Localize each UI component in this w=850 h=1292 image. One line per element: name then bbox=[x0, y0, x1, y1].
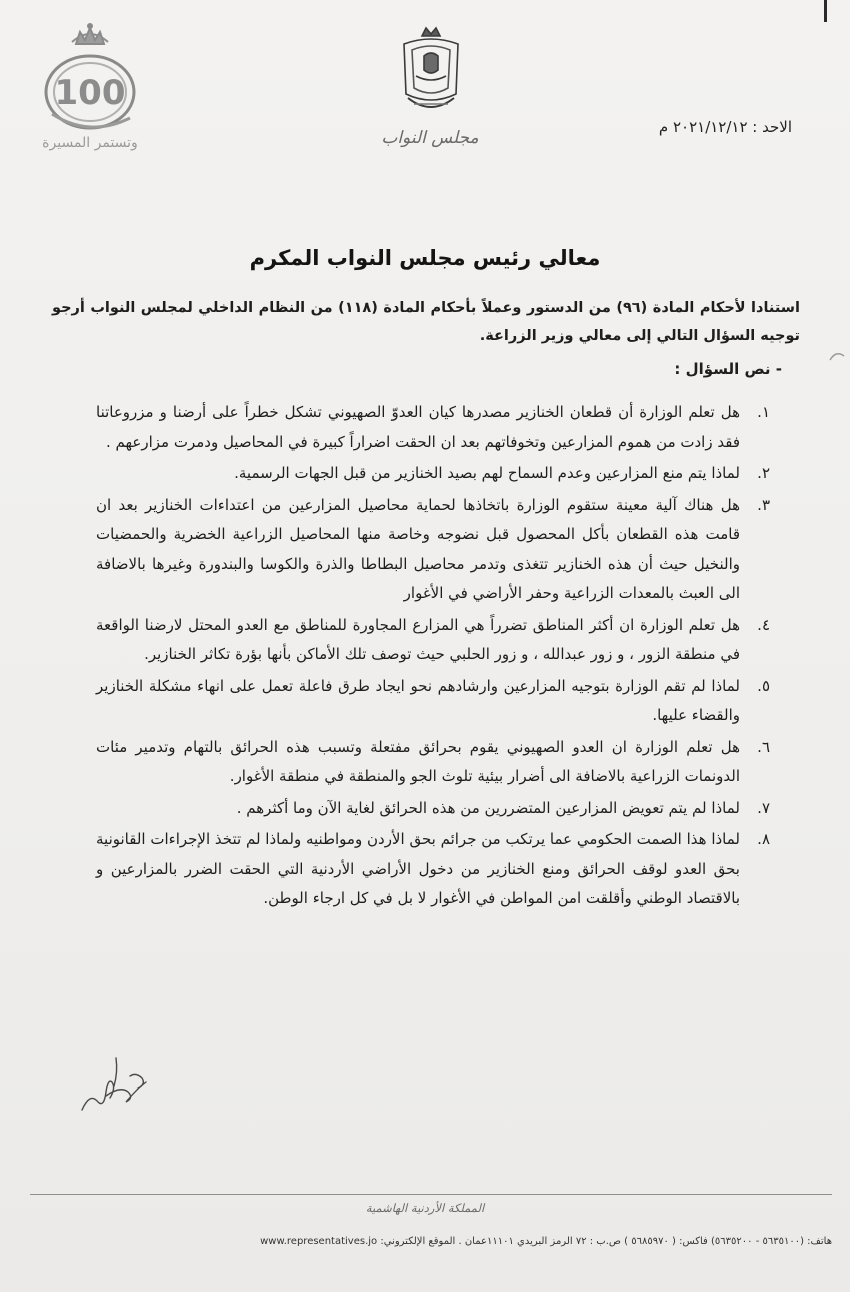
question-heading: - نص السؤال : bbox=[674, 360, 782, 378]
footer-contact bbox=[70, 1236, 832, 1247]
question-text: هل تعلم الوزارة أن قطعان الخنازير مصدرها كيان العدوّ الصهيوني تشكل خطراً على أرضنا و مزروعاتنا فقد زادت من هموم المزارعين وتخوفاتهم بعد ان الحقت اضراراً كبيرة في المحاصيل ودمرت مزارعهم . bbox=[96, 403, 740, 451]
list-item bbox=[96, 459, 770, 489]
list-item bbox=[96, 794, 770, 824]
contact-details: هاتف: (٥٦٣٥١٠٠ - ٥٦٣٥٢٠٠) فاكس: ( ٥٦٨٥٩٧٠ ) ص.ب : ٧٢ الرمز البريدي ١١١٠١عمان . الموقع الإلكتروني: bbox=[380, 1236, 832, 1247]
question-text: لماذا لم يتم تعويض المزارعين المتضررين من هذه الحرائق لغاية الآن وما أكثرهم . bbox=[236, 798, 740, 817]
question-text: هل هناك آلية معينة ستقوم الوزارة باتخاذها لحماية محاصيل المزارعين من اعتداءات الخنازير بعد ان قامت هذه القطعان بأكل المحصول قبل نضوجه وخاصة منها المحاصيل الزراعية الخضرية والحمضيات والنخيل حيث أن هذه الخنازير تتغذى وتدمر محاصيل البطاطا والذرة والكوسا والبندورة وغيرها بالاضافة الى العبث بالمعدات الزراعية وحفر الأراضي في الأغوار bbox=[96, 495, 740, 602]
list-item bbox=[96, 611, 770, 670]
intro-paragraph: استنادا لأحكام المادة (٩٦) من الدستور وعملاً بأحكام المادة (١١٨) من النظام الداخلي لمجلس النواب أرجو توجيه السؤال التالي إلى معالي وزير الزراعة. bbox=[52, 300, 800, 344]
questions-list bbox=[96, 398, 770, 916]
question-number: ٥. bbox=[757, 676, 770, 695]
question-number: ١. bbox=[757, 403, 770, 421]
question-text: هل تعلم الوزارة ان أكثر المناطق تضرراً هي المزارع المجاورة للمناطق مع العدو المحتل لارضنا الواقعة في منطقة الزور ، و زور عبدالله ، و زور الحلبي حيث توصف تلك الأماكن بأنها بؤرة تكاثر الخنازير. bbox=[96, 615, 740, 663]
list-item bbox=[96, 398, 770, 457]
margin-mark-icon bbox=[826, 346, 848, 368]
question-number: ٧. bbox=[757, 798, 770, 817]
centennial-logo bbox=[30, 22, 150, 162]
royal-emblem bbox=[396, 26, 466, 118]
logo-slogan: وتستمر المسيرة bbox=[42, 135, 138, 151]
list-item bbox=[96, 733, 770, 792]
question-number: ٢. bbox=[757, 464, 770, 482]
question-text: لماذا يتم منع المزارعين وعدم السماح لهم بصيد الخنازير من قبل الجهات الرسمية. bbox=[234, 464, 740, 482]
page-edge-mark bbox=[824, 0, 827, 22]
list-item bbox=[96, 491, 770, 609]
list-item bbox=[96, 825, 770, 914]
question-text: هل تعلم الوزارة ان العدو الصهيوني يقوم بحرائق مفتعلة وتسبب هذه الحرائق بالتهام وتدمير مئات الدونمات الزراعية بالاضافة الى أضرار بيئية تلوث الجو والمنطقة في منطقة الأغوار. bbox=[96, 737, 740, 785]
question-number: ٣. bbox=[757, 495, 770, 514]
letter-date: الاحد : ٢٠٢١/١٢/١٢ م bbox=[658, 118, 792, 136]
website-link[interactable]: www.representatives.jo bbox=[260, 1236, 378, 1247]
question-number: ٨. bbox=[757, 830, 770, 848]
council-name: مجلس النواب bbox=[381, 128, 479, 148]
list-item bbox=[96, 672, 770, 731]
question-text: لماذا لم تقم الوزارة بتوجيه المزارعين وارشادهم نحو ايجاد طرق فاعلة تعمل على انهاء مشكلة الخنازير والقضاء عليها. bbox=[96, 676, 740, 724]
question-number: ٦. bbox=[757, 737, 770, 756]
footer-divider bbox=[30, 1194, 832, 1195]
centennial-number: 100 bbox=[54, 73, 126, 113]
centennial-crown-icon bbox=[30, 22, 150, 134]
question-text: لماذا هذا الصمت الحكومي عما يرتكب من جرائم بحق الأردن ومواطنيه ولماذا لم تتخذ الإجراءات القانونية بحق العدو لوقف الحرائق ومنع الخنازير من دخول الأراضي الأردنية التي الحقت الضرر بالمزارعين و بالاقتصاد الوطني وأقلقت امن المواطن في الأغوار لا بل في كل ارجاء الوطن. bbox=[96, 830, 740, 907]
handwritten-signature bbox=[76, 1052, 156, 1116]
question-number: ٤. bbox=[757, 615, 770, 634]
salutation-heading: معالي رئيس مجلس النواب المكرم bbox=[249, 246, 601, 270]
footer-seal-text: المملكة الأردنية الهاشمية bbox=[365, 1201, 485, 1215]
coat-of-arms-icon bbox=[396, 26, 466, 118]
